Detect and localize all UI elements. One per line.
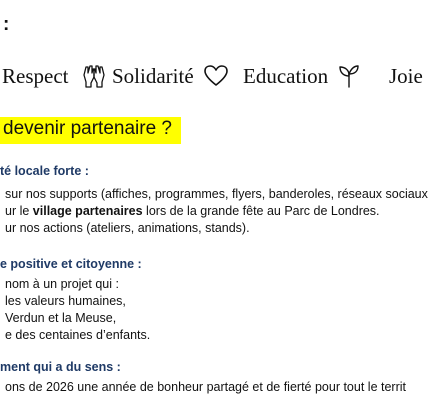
section-line: Verdun et la Meuse, — [5, 311, 117, 325]
section-line: les valeurs humaines, — [5, 294, 126, 308]
value-joie-label: Joie — [389, 64, 423, 88]
value-solidarite-label: Solidarité — [112, 64, 194, 88]
section-line: e des centaines d’enfants. — [5, 328, 151, 342]
section-heading-visibilite: té locale forte : — [0, 164, 89, 178]
section-line: nom à un projet qui : — [5, 277, 119, 291]
value-respect-label: Respect — [2, 64, 69, 88]
partner-question: devenir partenaire ? — [3, 118, 172, 139]
value-education-label: Education — [243, 64, 329, 88]
section-line: sur nos supports (affiches, programmes, flyers, banderoles, réseaux sociaux — [5, 187, 428, 201]
sprout-icon — [338, 63, 360, 95]
section-heading-image: e positive et citoyenne : — [0, 257, 142, 271]
section-line: ur nos actions (ateliers, animations, stands). — [5, 221, 250, 235]
section-line-village: ur le village partenaires lors de la grande fête au Parc de Londres. — [5, 204, 380, 218]
section-line: ons de 2026 une année de bonheur partagé et de fierté pour tout le territ — [5, 380, 406, 394]
village-partenaires-bold: village partenaires — [32, 204, 143, 218]
values-row — [0, 64, 423, 90]
title-colon: : — [3, 14, 10, 35]
section-heading-engagement: ment qui a du sens : — [0, 360, 121, 374]
heart-icon — [203, 63, 229, 95]
raised-hands-icon — [82, 63, 106, 95]
